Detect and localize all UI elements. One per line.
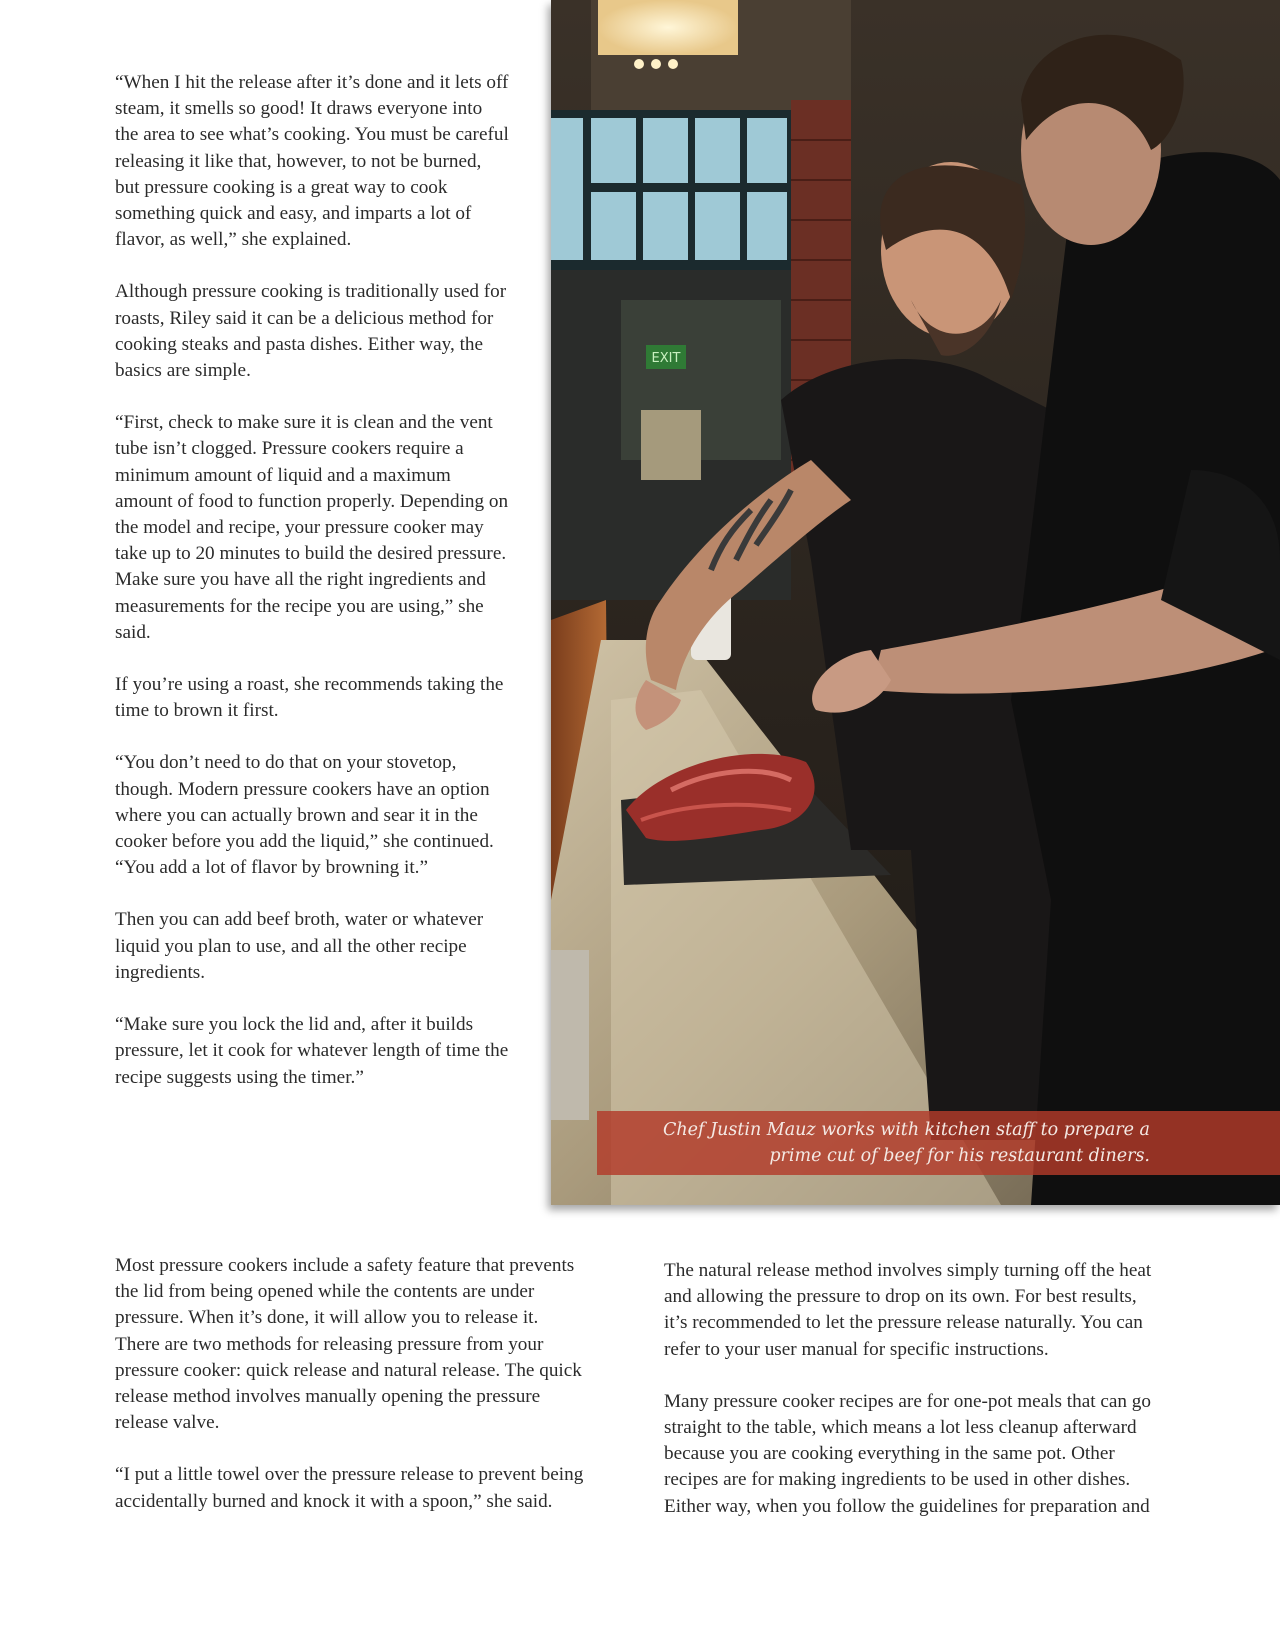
photo-caption-line: prime cut of beef for his restaurant diners.	[769, 1146, 1150, 1166]
paragraph: “Make sure you lock the lid and, after it builds pressure, let it cook for whatever length of time the recipe suggests using the timer.”	[115, 1014, 509, 1088]
paragraph: “First, check to make sure it is clean and the vent tube isn’t clogged. Pressure cookers require a minimum amount of liquid and a maximum amount of food to function properly. Depending on the model and recipe, your pressure cooker may take up to 20 minutes to build the desired pressure. Make sure you have all the right ingredients and measurements for the recipe you are using,” she said.	[115, 412, 509, 643]
paragraph: Most pressure cookers include a safety feature that prevents the lid from being opened while the contents are under pressure. When it’s done, it will allow you to release it. There are two methods for releasing pressure from your pressure cooker: quick release and natural release. The quick release method involves manually opening the pressure release valve.	[115, 1255, 582, 1434]
paragraph: Although pressure cooking is traditionally used for roasts, Riley said it can be a delicious method for cooking steaks and pasta dishes. Either way, the basics are simple.	[115, 281, 507, 382]
paragraph: The natural release method involves simply turning off the heat and allowing the pressure to drop on its own. For best results, it’s recommended to let the pressure release naturally. You can refer to your user manual for specific instructions.	[664, 1260, 1152, 1360]
photo-caption-line: Chef Justin Mauz works with kitchen staff to prepare a	[663, 1120, 1150, 1140]
article-column-bottom-right	[664, 1258, 1154, 1546]
article-column-bottom-left	[115, 1253, 585, 1541]
paragraph: “When I hit the release after it’s done and it lets off steam, it smells so good! It draws everyone into the area to see what’s cooking. You must be careful releasing it like that, however, to not be burned, but pressure cooking is a great way to cook something quick and easy, and imparts a lot of flavor, as well,” she explained.	[115, 72, 509, 251]
paragraph: “I put a little towel over the pressure release to prevent being accidentally burned and knock it with a spoon,” she said.	[115, 1464, 584, 1512]
article-column-top-left	[115, 70, 510, 1117]
photo-caption	[597, 1111, 1280, 1175]
exit-sign: EXIT	[651, 351, 681, 366]
paragraph: Then you can add beef broth, water or whatever liquid you plan to use, and all the other recipe ingredients.	[115, 909, 484, 983]
paragraph: “You don’t need to do that on your stovetop, though. Modern pressure cookers have an option where you can actually brown and sear it in the cooker before you add the liquid,” she continued. “You add a lot of flavor by browning it.”	[115, 752, 494, 879]
kitchen-photo-illustration	[551, 0, 1280, 1205]
kitchen-photo	[551, 0, 1280, 1205]
paragraph: If you’re using a roast, she recommends taking the time to brown it first.	[115, 674, 504, 722]
paragraph: Many pressure cooker recipes are for one-pot meals that can go straight to the table, which means a lot less cleanup afterward because you are cooking everything in the same pot. Other recipes are for making ingredients to be used in other dishes. Either way, when you follow the guidelines for preparation and	[664, 1390, 1151, 1517]
